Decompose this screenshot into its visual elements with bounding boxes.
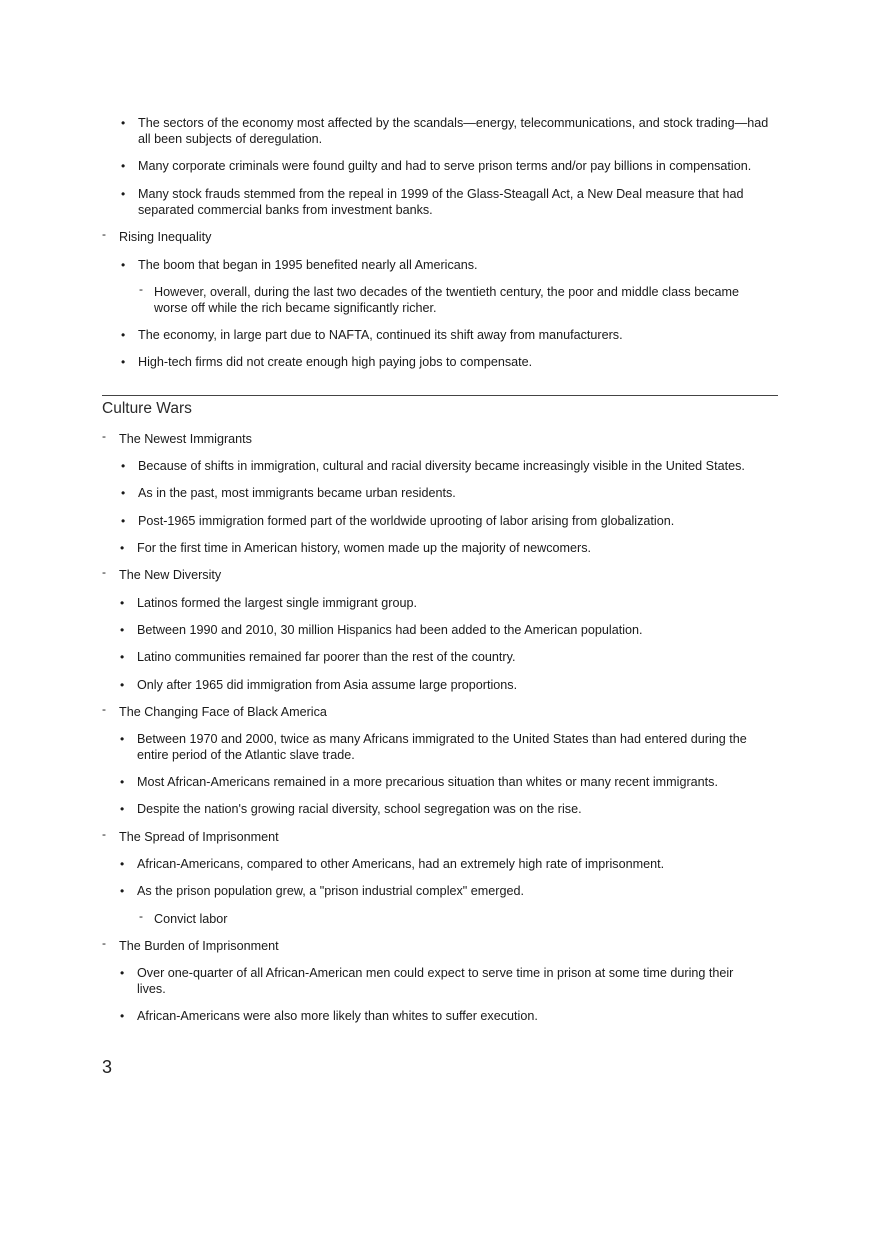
list-heading-text: Rising Inequality <box>119 230 212 244</box>
list-item-text: High-tech firms did not create enough high paying jobs to compensate. <box>138 355 533 369</box>
list-item-text: As in the past, most immigrants became urban residents. <box>138 486 456 500</box>
dash-marker: - <box>102 936 106 950</box>
list-item-text: Convict labor <box>154 912 228 926</box>
list-item-text: Latinos formed the largest single immigrant group. <box>137 596 418 610</box>
bullet-marker: • <box>121 355 126 369</box>
bullet-marker: • <box>120 884 125 898</box>
bullet-marker: • <box>121 187 126 201</box>
list-item-text: Post-1965 immigration formed part of the worldwide uprooting of labor arising from globalization. <box>138 514 675 528</box>
bullet-marker: • <box>120 802 125 816</box>
list-item-text: Only after 1965 did immigration from Asia assume large proportions. <box>137 678 518 692</box>
bullet-marker: • <box>120 1009 125 1023</box>
list-item-text: The sectors of the economy most affected by the scandals—energy, telecommunications, and stock trading—had all been subjects of deregulation. <box>138 116 769 146</box>
bullet-marker: • <box>120 596 125 610</box>
dash-marker: - <box>102 565 106 579</box>
bullet-marker: • <box>121 116 126 130</box>
list-item-text: For the first time in American history, women made up the majority of newcomers. <box>137 541 592 555</box>
list-item-text: Many stock frauds stemmed from the repeal in 1999 of the Glass-Steagall Act, a New Deal measure that had separated commercial banks from investment banks. <box>138 187 744 217</box>
bullet-marker: • <box>120 678 125 692</box>
list-item-text: Many corporate criminals were found guilty and had to serve prison terms and/or pay billions in compensation. <box>138 159 752 173</box>
list-item-text: Despite the nation's growing racial diversity, school segregation was on the rise. <box>137 802 582 816</box>
list-item-text: Latino communities remained far poorer than the rest of the country. <box>137 650 516 664</box>
list-heading-text: The Changing Face of Black America <box>119 705 327 719</box>
page-number: 3 <box>102 1057 113 1077</box>
bullet-marker: • <box>120 857 125 871</box>
list-item-text: Between 1990 and 2010, 30 million Hispanics had been added to the American population. <box>137 623 643 637</box>
bullet-marker: • <box>121 514 126 528</box>
list-heading-text: The New Diversity <box>119 568 222 582</box>
list-item-text: As the prison population grew, a "prison industrial complex" emerged. <box>137 884 524 898</box>
section-heading: Culture Wars <box>102 400 192 417</box>
bullet-marker: • <box>120 541 125 555</box>
list-item-text: The economy, in large part due to NAFTA, continued its shift away from manufacturers. <box>138 328 623 342</box>
list-item-text: Over one-quarter of all African-American men could expect to serve time in prison at some time during their lives. <box>137 966 734 996</box>
list-item-text: Because of shifts in immigration, cultural and racial diversity became increasingly visible in the United States. <box>138 459 745 473</box>
bullet-marker: • <box>121 486 126 500</box>
list-item-text: Most African-Americans remained in a more precarious situation than whites or many recent immigrants. <box>137 775 718 789</box>
dash-marker: - <box>102 227 106 241</box>
bullet-marker: • <box>121 258 126 272</box>
bullet-marker: • <box>120 650 125 664</box>
dash-marker: - <box>102 702 106 716</box>
bullet-marker: • <box>121 159 126 173</box>
bullet-marker: • <box>120 966 125 980</box>
list-item-text: African-Americans, compared to other Americans, had an extremely high rate of imprisonment. <box>137 857 665 871</box>
bullet-marker: • <box>121 459 126 473</box>
list-heading-text: The Spread of Imprisonment <box>119 830 279 844</box>
list-heading-text: The Newest Immigrants <box>119 432 252 446</box>
dash-marker: - <box>139 909 143 923</box>
bullet-marker: • <box>120 623 125 637</box>
bullet-marker: • <box>120 775 125 789</box>
list-heading-text: The Burden of Imprisonment <box>119 939 279 953</box>
dash-marker: - <box>139 282 143 296</box>
dash-marker: - <box>102 827 106 841</box>
dash-marker: - <box>102 429 106 443</box>
list-item-text: However, overall, during the last two decades of the twentieth century, the poor and middle class became worse off while the rich became significantly richer. <box>154 285 739 315</box>
bullet-marker: • <box>121 328 126 342</box>
bullet-marker: • <box>120 732 125 746</box>
list-item-text: Between 1970 and 2000, twice as many Africans immigrated to the United States than had entered during the entire period of the Atlantic slave trade. <box>137 732 747 762</box>
section-divider <box>102 395 778 396</box>
list-item-text: The boom that began in 1995 benefited nearly all Americans. <box>138 258 478 272</box>
list-item-text: African-Americans were also more likely than whites to suffer execution. <box>137 1009 538 1023</box>
